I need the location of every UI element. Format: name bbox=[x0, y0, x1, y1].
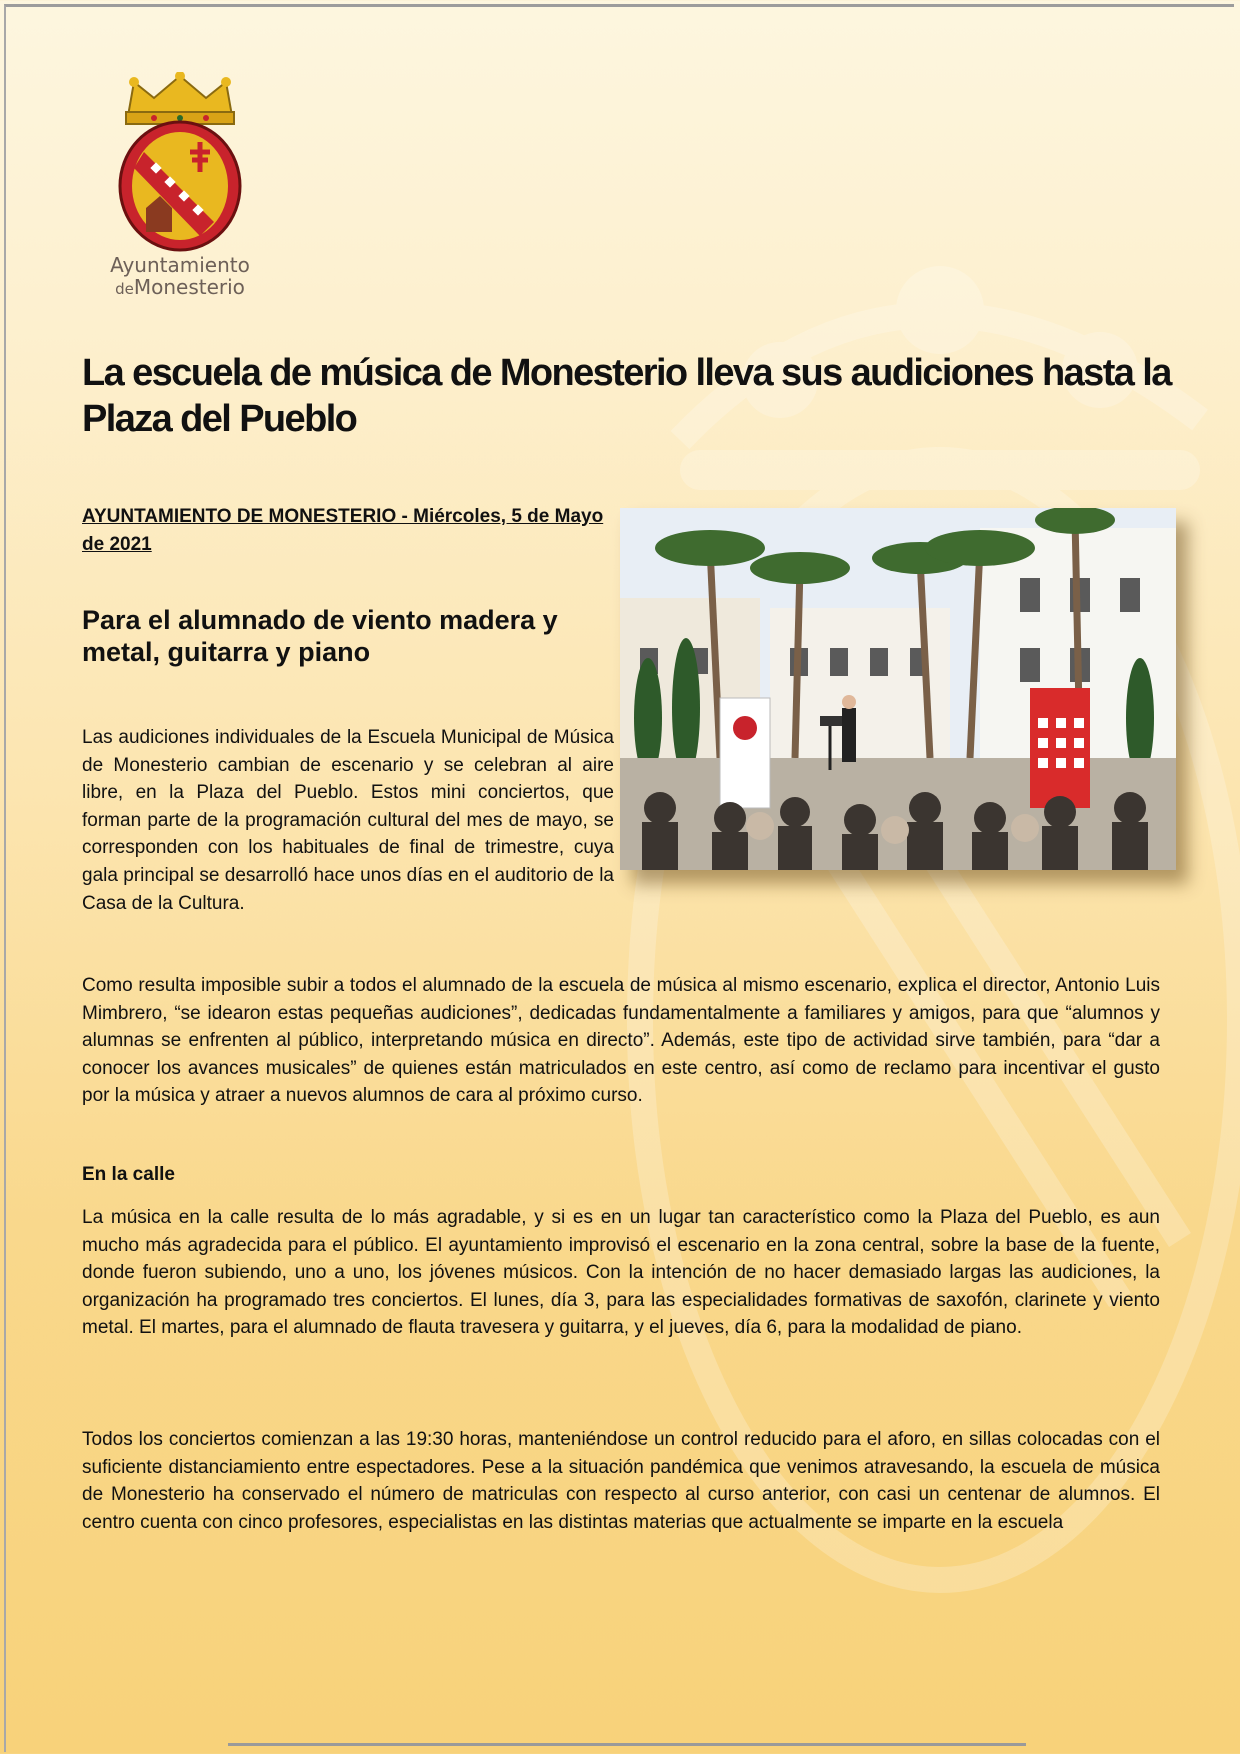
article-byline: AYUNTAMIENTO DE MONESTERIO - Miércoles, 5 de Mayo de 2021 bbox=[82, 506, 604, 555]
logo-line2: Monesterio bbox=[133, 275, 245, 299]
section-heading: En la calle bbox=[82, 1164, 175, 1185]
article-subtitle: Para el alumnado de viento madera y metal, guitarra y piano bbox=[82, 605, 558, 667]
paragraph-2: Como resulta imposible subir a todos el alumnado de la escuela de música al mismo escenario, explica el director, Antonio Luis Mimbrero, “se idearon estas pequeñas audiciones”, dedicadas fundamentalmente a familiares y amigos, para que “alumnos y alumnas se enfrenten al público, interpretando música en directo”. Además, este tipo de actividad sirve también, para “dar a conocer los avances musicales” de quienes están matriculados en este centro, así como de reclamo para incentivar el gusto por la música y atraer a nuevos alumnos de cara al próximo curso. bbox=[82, 975, 1160, 1107]
coat-of-arms-icon bbox=[114, 72, 246, 252]
footer-divider bbox=[228, 1743, 1026, 1746]
paragraph-1: Las audiciones individuales de la Escuela Municipal de Música de Monesterio cambian de escenario y se celebran al aire libre, en la Plaza del Pueblo. Estos mini conciertos, que forman parte de la programación cultural del mes de mayo, se corresponden con los habituales de final de trimestre, cuya gala principal se desarrolló hace unos días en el auditorio de la Casa de la Cultura. bbox=[82, 727, 614, 914]
logo-line1: Ayuntamiento bbox=[110, 253, 250, 277]
section-paragraph-1: La música en la calle resulta de lo más agradable, y si es en un lugar tan característico como la Plaza del Pueblo, es aun mucho más agradecida para el público. El ayuntamiento improvisó el escenario en la zona central, sobre la base de la fuente, donde fueron subiendo, uno a uno, los jóvenes músicos. Con la intención de no hacer demasiado largas las audiciones, la organización ha programado tres conciertos. El lunes, día 3, para las especialidades formativas de saxofón, clarinete y viento metal. El martes, para el alumnado de flauta travesera y guitarra, y el jueves, día 6, para la modalidad de piano. bbox=[82, 1207, 1160, 1339]
municipality-logo bbox=[100, 72, 260, 300]
logo-line2-prefix: de bbox=[115, 280, 134, 298]
logo-label bbox=[100, 254, 260, 300]
article-title: La escuela de música de Monesterio lleva sus audiciones hasta la Plaza del Pueblo bbox=[82, 352, 1171, 440]
section-paragraph-2: Todos los conciertos comienzan a las 19:30 horas, manteniéndose un control reducido para el aforo, en sillas colocadas con el suficiente distanciamiento entre espectadores. Pese a la situación pandémica que venimos atravesando, la escuela de música de Monesterio ha conservado el número de matriculas con respecto al curso anterior, con casi un centenar de alumnos. El centro cuenta con cinco profesores, especialistas en las distintas materias que actualmente se imparte en la escuela bbox=[82, 1429, 1160, 1533]
concert-photo bbox=[620, 508, 1176, 870]
